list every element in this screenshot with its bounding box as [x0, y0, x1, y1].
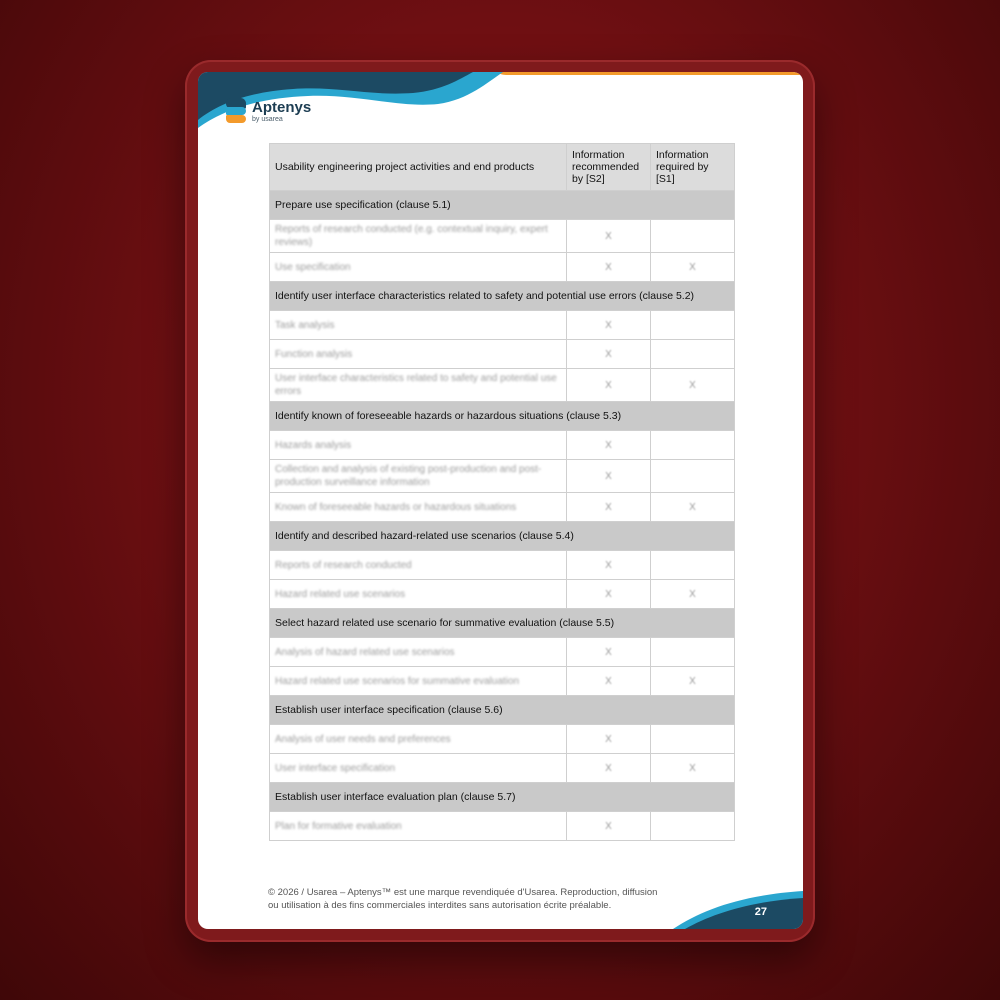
- section-title: Establish user interface evaluation plan (clause 5.7): [270, 783, 735, 812]
- s1-mark: [651, 460, 735, 493]
- s1-mark: [651, 812, 735, 841]
- activity-label: Collection and analysis of existing post-production and post-production surveillance information: [270, 460, 567, 493]
- table-row: [270, 551, 735, 580]
- copyright-line-1: © 2026 / Usarea – Aptenys™ est une marque revendiquée d'Usarea. Reproduction, diffusion: [268, 887, 658, 898]
- s2-mark: X: [567, 580, 651, 609]
- section-row: [270, 783, 735, 812]
- s1-mark: [651, 551, 735, 580]
- s2-mark: X: [567, 220, 651, 253]
- s1-mark: X: [651, 580, 735, 609]
- activity-label: Reports of research conducted: [270, 551, 567, 580]
- s2-mark: X: [567, 725, 651, 754]
- activity-label: Reports of research conducted (e.g. contextual inquiry, expert reviews): [270, 220, 567, 253]
- brand-name: Aptenys: [252, 98, 312, 116]
- table-row: [270, 667, 735, 696]
- table-row: [270, 220, 735, 253]
- copyright-notice: [268, 886, 688, 912]
- s2-mark: X: [567, 253, 651, 282]
- table-row: [270, 725, 735, 754]
- activity-label: Hazards analysis: [270, 431, 567, 460]
- table-row: [270, 369, 735, 402]
- document-page: [198, 72, 803, 929]
- s1-mark: [651, 638, 735, 667]
- section-row: [270, 282, 735, 311]
- activity-label: Hazard related use scenarios for summative evaluation: [270, 667, 567, 696]
- activity-label: User interface specification: [270, 754, 567, 783]
- section-title: Identify known of foreseeable hazards or hazardous situations (clause 5.3): [270, 402, 735, 431]
- s2-mark: X: [567, 340, 651, 369]
- s1-mark: [651, 725, 735, 754]
- activity-label: Use specification: [270, 253, 567, 282]
- table-row: [270, 311, 735, 340]
- s1-mark: X: [651, 253, 735, 282]
- table-row: [270, 431, 735, 460]
- aptenys-logo: [226, 98, 311, 124]
- section-title: Select hazard related use scenario for summative evaluation (clause 5.5): [270, 609, 735, 638]
- activity-label: Task analysis: [270, 311, 567, 340]
- activity-label: Function analysis: [270, 340, 567, 369]
- brand-sub: by usarea: [252, 115, 283, 123]
- section-row: [270, 609, 735, 638]
- table-header-row: [270, 144, 735, 191]
- s1-mark: [651, 311, 735, 340]
- s1-mark: [651, 431, 735, 460]
- activity-label: Analysis of user needs and preferences: [270, 725, 567, 754]
- s1-mark: X: [651, 369, 735, 402]
- table-row: [270, 460, 735, 493]
- usability-activities-table: [269, 143, 735, 841]
- activity-label: Analysis of hazard related use scenarios: [270, 638, 567, 667]
- aptenys-logo-icon: [226, 98, 246, 124]
- activity-label: Hazard related use scenarios: [270, 580, 567, 609]
- footer-wave: [673, 889, 803, 929]
- section-title: Identify user interface characteristics related to safety and potential use errors (clause 5.2): [270, 282, 735, 311]
- activity-label: User interface characteristics related to safety and potential use errors: [270, 369, 567, 402]
- table-row: [270, 340, 735, 369]
- section-row: [270, 522, 735, 551]
- header-activities: Usability engineering project activities and end products: [270, 144, 567, 191]
- table-row: [270, 812, 735, 841]
- section-row: [270, 191, 735, 220]
- s1-mark: X: [651, 754, 735, 783]
- section-title: Establish user interface specification (clause 5.6): [270, 696, 735, 725]
- s2-mark: X: [567, 431, 651, 460]
- s1-mark: [651, 340, 735, 369]
- header-recommended-s2: Information recommended by [S2]: [567, 144, 651, 191]
- s1-mark: X: [651, 493, 735, 522]
- section-title: Prepare use specification (clause 5.1): [270, 191, 735, 220]
- s1-mark: X: [651, 667, 735, 696]
- s2-mark: X: [567, 754, 651, 783]
- section-title: Identify and described hazard-related use scenarios (clause 5.4): [270, 522, 735, 551]
- s2-mark: X: [567, 493, 651, 522]
- s2-mark: X: [567, 667, 651, 696]
- table-row: [270, 493, 735, 522]
- table-row: [270, 580, 735, 609]
- s2-mark: X: [567, 551, 651, 580]
- s2-mark: X: [567, 460, 651, 493]
- page-number: 27: [754, 906, 767, 918]
- s2-mark: X: [567, 369, 651, 402]
- table-body: [270, 191, 735, 841]
- table-row: [270, 253, 735, 282]
- activity-label: Plan for formative evaluation: [270, 812, 567, 841]
- s2-mark: X: [567, 638, 651, 667]
- s2-mark: X: [567, 311, 651, 340]
- s2-mark: X: [567, 812, 651, 841]
- s1-mark: [651, 220, 735, 253]
- table-row: [270, 754, 735, 783]
- copyright-line-2: ou utilisation à des fins commerciales interdites sans autorisation écrite préalable.: [268, 900, 612, 911]
- activity-label: Known of foreseeable hazards or hazardous situations: [270, 493, 567, 522]
- section-row: [270, 402, 735, 431]
- table-row: [270, 638, 735, 667]
- section-row: [270, 696, 735, 725]
- header-required-s1: Information required by [S1]: [651, 144, 735, 191]
